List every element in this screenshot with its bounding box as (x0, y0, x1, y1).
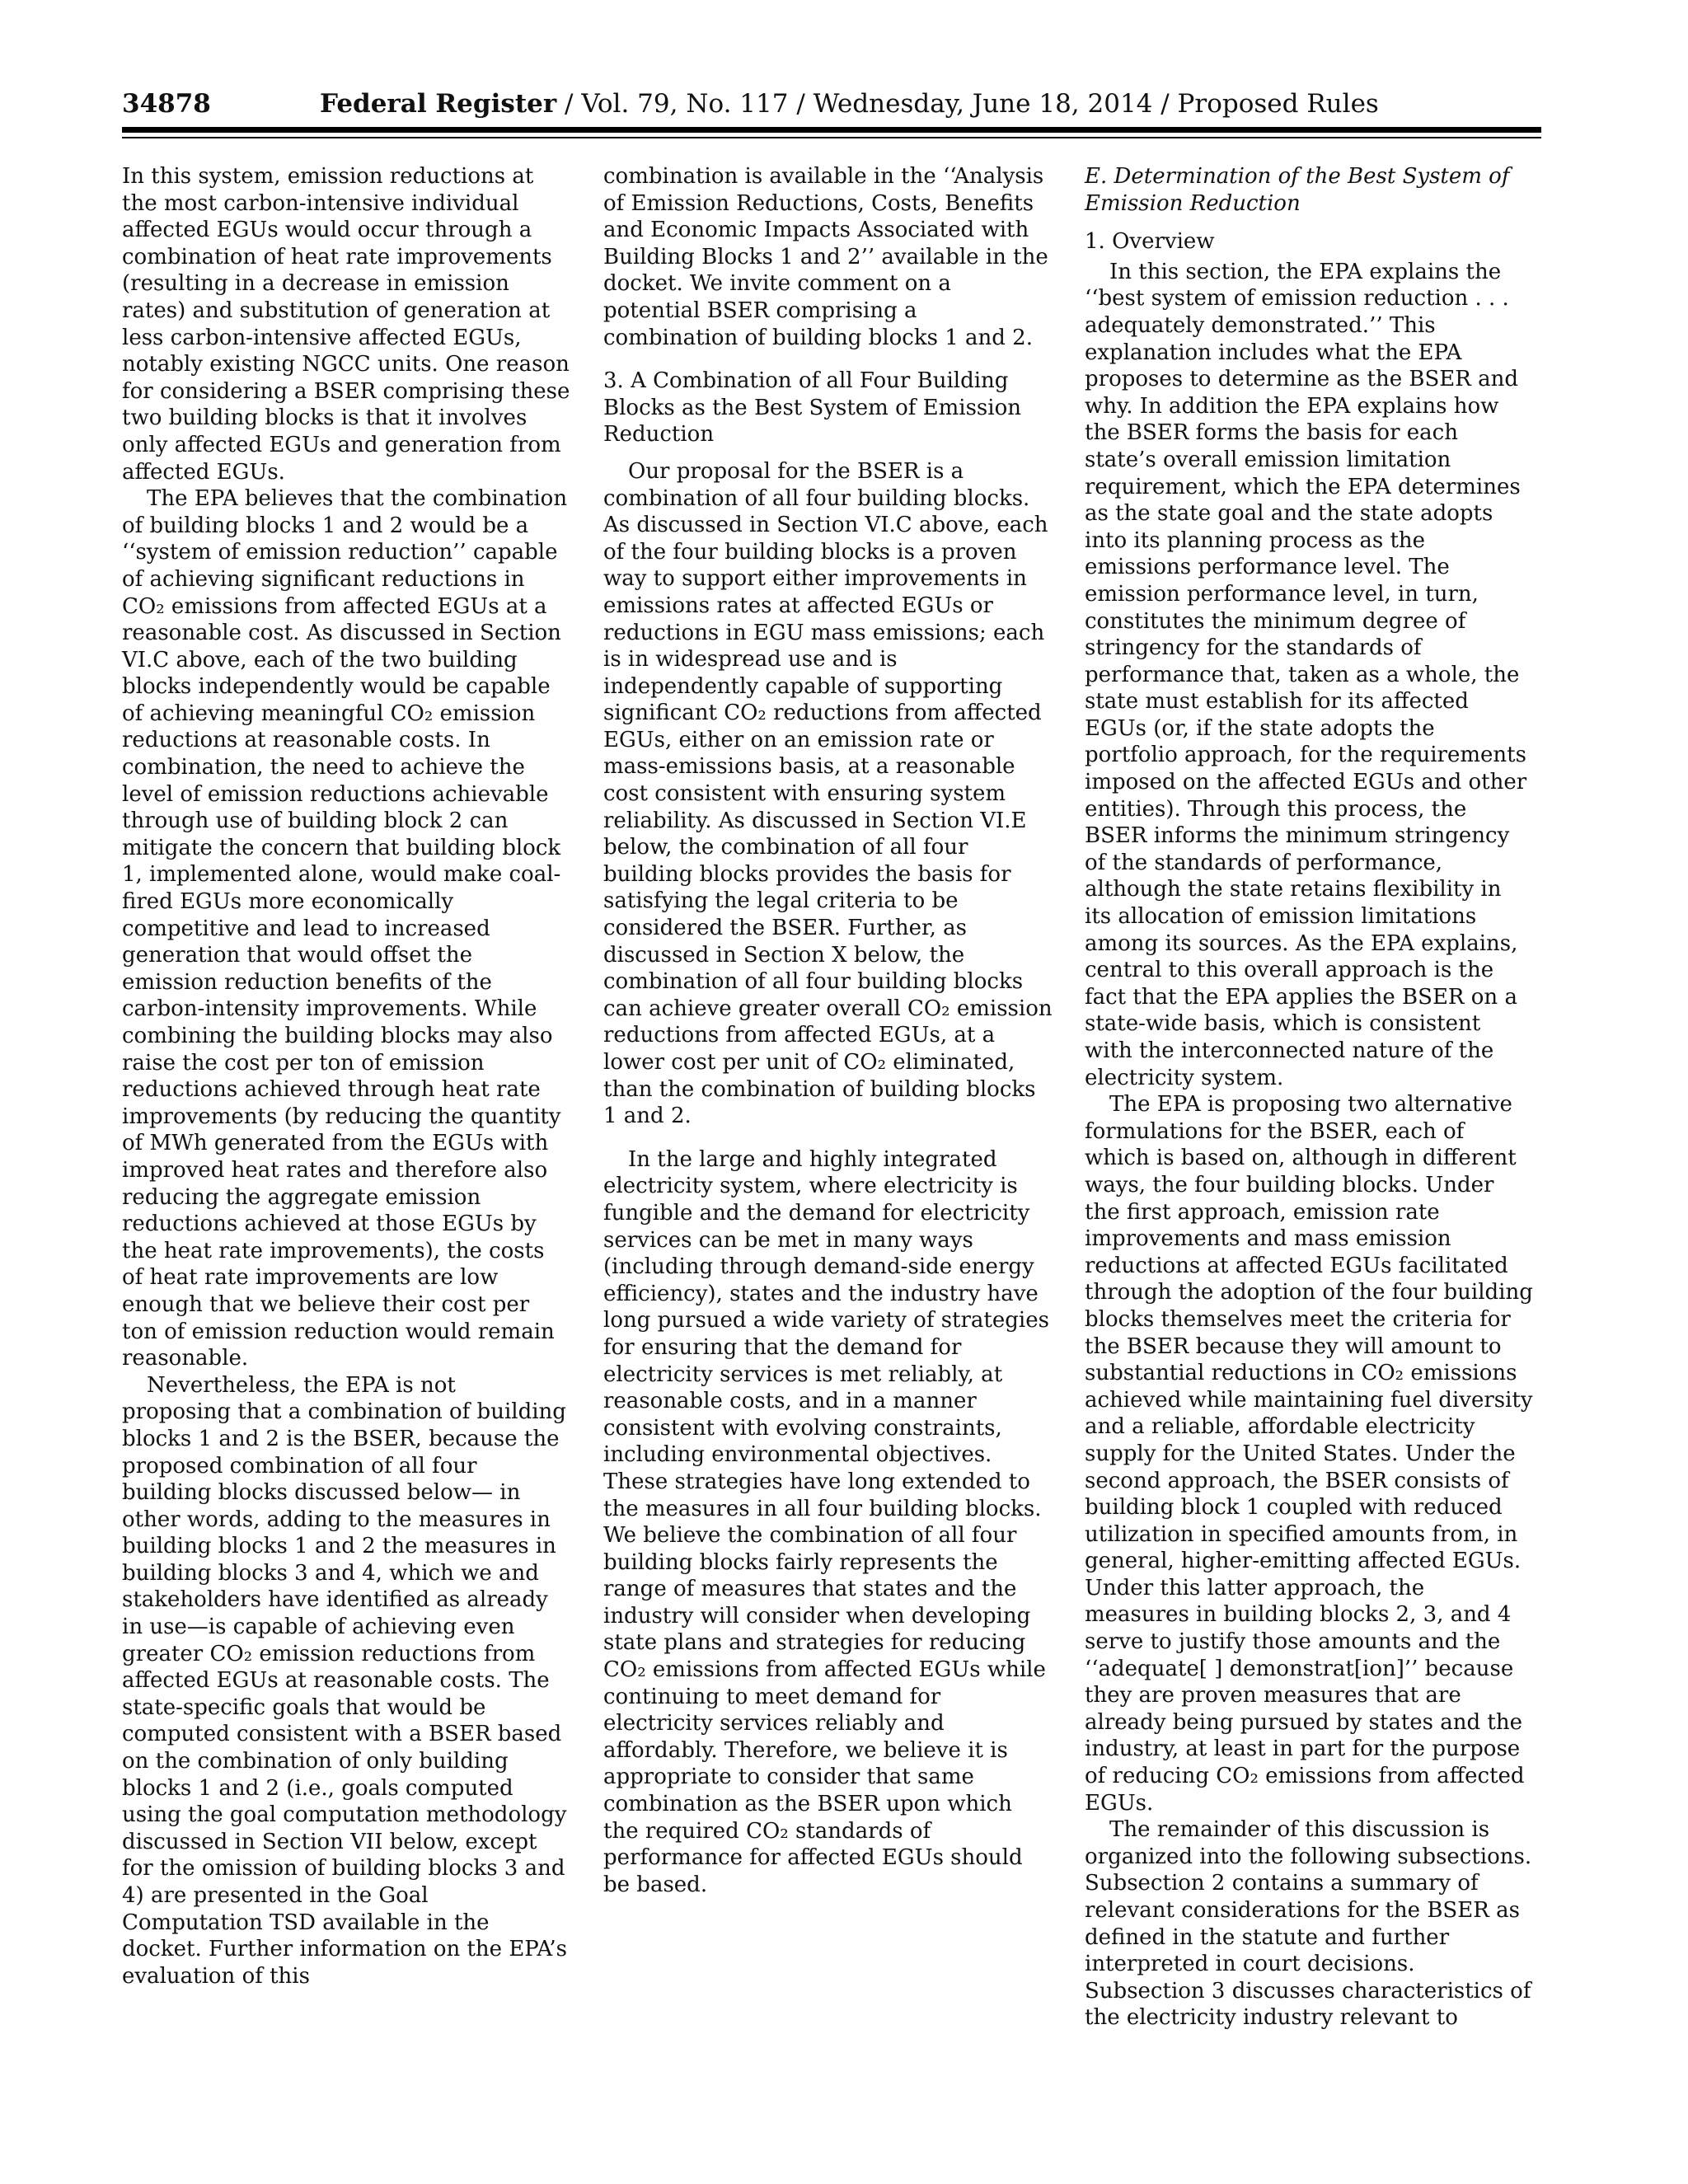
paragraph: The EPA is proposing two alternative formulations for the BSER, each of which is based on, although in different ways, the four building blocks. Under the first approach, emission rate improvements and mass emission reductions at affected EGUs facilitated through the adoption of the four building blocks themselves meet the criteria for the BSER because they will amount to substantial reductions in CO₂ emissions achieved while maintaining fuel diversity and a reliable, affordable electricity supply for the United States. Under the second approach, the BSER consists of building block 1 coupled with reduced utilization in specified amounts from, in general, higher-emitting affected EGUs. Under this latter approach, the measures in building blocks 2, 3, and 4 serve to justify those amounts and the ‘‘adequate[ ] demonstrat[ion]’’ because they are proven measures that are already being pursued by states and the industry, at least in part for the purpose of reducing CO₂ emissions from affected EGUs. (1085, 1092, 1533, 1816)
section-heading: E. Determination of the Best System of Emission Reduction (1085, 164, 1510, 216)
section-heading: 1. Overview (1085, 229, 1215, 255)
column-1 (122, 163, 571, 1990)
paragraph: combination is available in the ‘‘Analysis of Emission Reductions, Costs, Benefits and Economic Impacts Associated with Building Blocks 1 and 2’’ available in the docket. We invite comment on a potential BSER comprising a combination of building blocks 1 and 2. (603, 164, 1048, 350)
header-rule-thin (122, 137, 1541, 138)
paragraph: Nevertheless, the EPA is not proposing that a combination of building blocks 1 and 2 is the BSER, because the proposed combination of all four building blocks discussed below— in other words, adding to the measures in building blocks 1 and 2 the measures in building blocks 3 and 4, which we and stakeholders have identified as already in use—is capable of achieving even greater CO₂ emission reductions from affected EGUs at reasonable costs. The state-specific goals that would be computed consistent with a BSER based on the combination of only building blocks 1 and 2 (i.e., goals computed using the goal computation methodology discussed in Section VII below, except for the omission of building blocks 3 and 4) are presented in the Goal Computation TSD available in the docket. Further information on the EPA’s evaluation of this (122, 1372, 567, 1989)
section-heading: 3. A Combination of all Four Building Blocks as the Best System of Emission Reduction (603, 368, 1021, 448)
issue-info: / Vol. 79, No. 117 / Wednesday, June 18, 2014 / Proposed Rules (556, 89, 1379, 119)
column-2 (603, 163, 1053, 1898)
paragraph: Our proposal for the BSER is a combination of all four building blocks. As discussed in Section VI.C above, each of the four building blocks is a proven way to support either improvements in emissions rates at affected EGUs or reductions in EGU mass emissions; each is in widespread use and is independently capable of supporting significant CO₂ reductions from affected EGUs, either on an emission rate or mass-emissions basis, at a reasonable cost consistent with ensuring system reliability. As discussed in Section VI.E below, the combination of all four building blocks provides the basis for satisfying the legal criteria to be considered the BSER. Further, as discussed in Section X below, the combination of all four building blocks can achieve greater overall CO₂ emission reductions from affected EGUs, at a lower cost per unit of CO₂ eliminated, than the combination of building blocks 1 and 2. (603, 458, 1053, 1129)
paragraph: The EPA believes that the combination of building blocks 1 and 2 would be a ‘‘system of emission reduction’’ capable of achieving significant reductions in CO₂ emissions from affected EGUs at a reasonable cost. As discussed in Section VI.C above, each of the two building blocks independently would be capable of achieving meaningful CO₂ emission reductions at reasonable costs. In combination, the need to achieve the level of emission reductions achievable through use of building block 2 can mitigate the concern that building block 1, implemented alone, would make coal-fired EGUs more economically competitive and lead to increased generation that would offset the emission reduction benefits of the carbon-intensity improvements. While combining the building blocks may also raise the cost per ton of emission reductions achieved through heat rate improvements (by reducing the quantity of MWh generated from the EGUs with improved heat rates and therefore also reducing the aggregate emission reductions achieved at those EGUs by the heat rate improvements), the costs of heat rate improvements are low enough that we believe their cost per ton of emission reduction would remain reasonable. (122, 486, 568, 1371)
page-number: 34878 (122, 89, 211, 119)
column-3 (1085, 163, 1534, 2032)
header-rule-thick (122, 127, 1541, 133)
journal-name: Federal Register (320, 89, 557, 119)
running-header (122, 89, 1541, 125)
paragraph: In the large and highly integrated electricity system, where electricity is fungible and the demand for electricity services can be met in many ways (including through demand-side energy efficiency), states and the industry have long pursued a wide variety of strategies for ensuring that the demand for electricity services is met reliably, at reasonable costs, and in a manner consistent with evolving constraints, including environmental objectives. These strategies have long extended to the measures in all four building blocks. We believe the combination of all four building blocks fairly represents the range of measures that states and the industry will consider when developing state plans and strategies for reducing CO₂ emissions from affected EGUs while continuing to meet demand for electricity services reliably and affordably. Therefore, we believe it is appropriate to consider that same combination as the BSER upon which the required CO₂ standards of performance for affected EGUs should be based. (603, 1146, 1049, 1897)
paragraph: The remainder of this discussion is organized into the following subsections. Subsection 2 contains a summary of relevant considerations for the BSER as defined in the statute and further interpreted in court decisions. Subsection 3 discusses characteristics of the electricity industry relevant to (1085, 1817, 1532, 2031)
journal-line (320, 89, 1379, 119)
paragraph: In this system, emission reductions at the most carbon-intensive individual affected EGUs would occur through a combination of heat rate improvements (resulting in a decrease in emission rates) and substitution of generation at less carbon-intensive affected EGUs, notably existing NGCC units. One reason for considering a BSER comprising these two building blocks is that it involves only affected EGUs and generation from affected EGUs. (122, 164, 570, 485)
paragraph: In this section, the EPA explains the ‘‘best system of emission reduction . . . adequately demonstrated.’’ This explanation includes what the EPA proposes to determine as the BSER and why. In addition the EPA explains how the BSER forms the basis for each state’s overall emission limitation requirement, which the EPA determines as the state goal and the state adopts into its planning process as the emissions performance level. The emission performance level, in turn, constitutes the minimum degree of stringency for the standards of performance that, taken as a whole, the state must establish for its affected EGUs (or, if the state adopts the portfolio approach, for the requirements imposed on the affected EGUs and other entities). Through this process, the BSER informs the minimum stringency of the standards of performance, although the state retains flexibility in its allocation of emission limitations among its sources. As the EPA explains, central to this overall approach is the fact that the EPA applies the BSER on a state-wide basis, which is consistent with the interconnected nature of the electricity system. (1085, 259, 1527, 1090)
